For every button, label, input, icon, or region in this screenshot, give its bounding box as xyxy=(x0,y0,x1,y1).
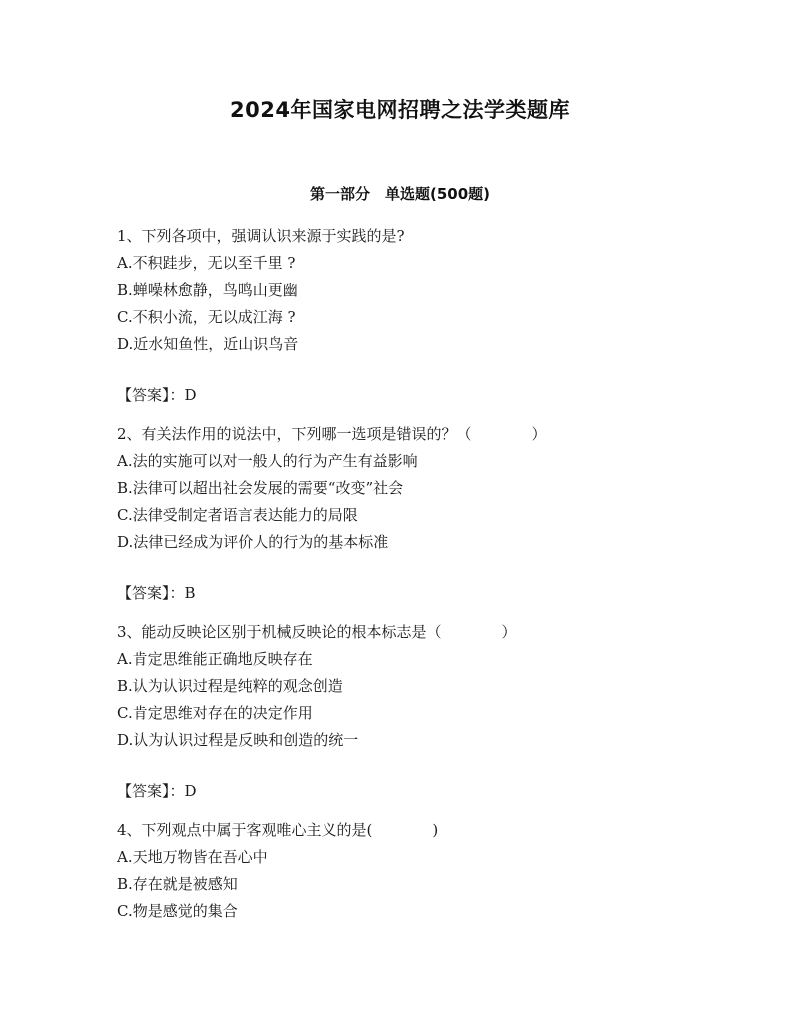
option-b: B.法律可以超出社会发展的需要“改变”社会 xyxy=(117,479,404,497)
option-d: D.认为认识过程是反映和创造的统一 xyxy=(117,731,359,749)
option-c: C.不积小流，无以成江海 ? xyxy=(117,308,296,326)
option-a: A.法的实施可以对一般人的行为产生有益影响 xyxy=(117,452,418,470)
answer-label: 【答案】 xyxy=(117,782,170,800)
answer-value: ：B xyxy=(169,584,196,602)
option-c: C.法律受制定者语言表达能力的局限 xyxy=(117,506,358,524)
answer-line xyxy=(117,382,697,409)
question-stem: 4、下列观点中属于客观唯心主义的是( ) xyxy=(117,821,439,839)
option-a: A.不积跬步，无以至千里 ? xyxy=(117,254,296,272)
option-b: B.认为认识过程是纯粹的观念创造 xyxy=(117,677,343,695)
option-c: C.肯定思维对存在的决定作用 xyxy=(117,704,313,722)
answer-label: 【答案】 xyxy=(117,386,170,404)
option-a: A.天地万物皆在吾心中 xyxy=(117,848,268,866)
answer-line xyxy=(117,778,697,805)
answer-label: 【答案】 xyxy=(117,584,170,602)
question-list xyxy=(117,223,697,925)
answer-line xyxy=(117,580,697,607)
option-d: D.近水知鱼性，近山识鸟音 xyxy=(117,335,299,353)
question-4 xyxy=(117,817,697,925)
question-stem: 3、能动反映论区别于机械反映论的根本标志是（ ） xyxy=(117,623,517,641)
question-stem: 2、有关法作用的说法中，下列哪一选项是错误的？（ ） xyxy=(117,425,547,443)
option-d: D.法律已经成为评价人的行为的基本标准 xyxy=(117,533,389,551)
answer-value: ：D xyxy=(169,782,197,800)
option-b: B.蝉噪林愈静，鸟鸣山更幽 xyxy=(117,281,298,299)
option-b: B.存在就是被感知 xyxy=(117,875,238,893)
option-a: A.肯定思维能正确地反映存在 xyxy=(117,650,313,668)
answer-value: ：D xyxy=(169,386,197,404)
question-1 xyxy=(117,223,697,409)
question-2 xyxy=(117,421,697,607)
question-stem: 1、下列各项中，强调认识来源于实践的是? xyxy=(117,227,405,245)
option-c: C.物是感觉的集合 xyxy=(117,902,238,920)
section-title: 第一部分 单选题(500题) xyxy=(309,185,491,203)
document-title: 2024年国家电网招聘之法学类题库 xyxy=(230,98,570,122)
question-3 xyxy=(117,619,697,805)
